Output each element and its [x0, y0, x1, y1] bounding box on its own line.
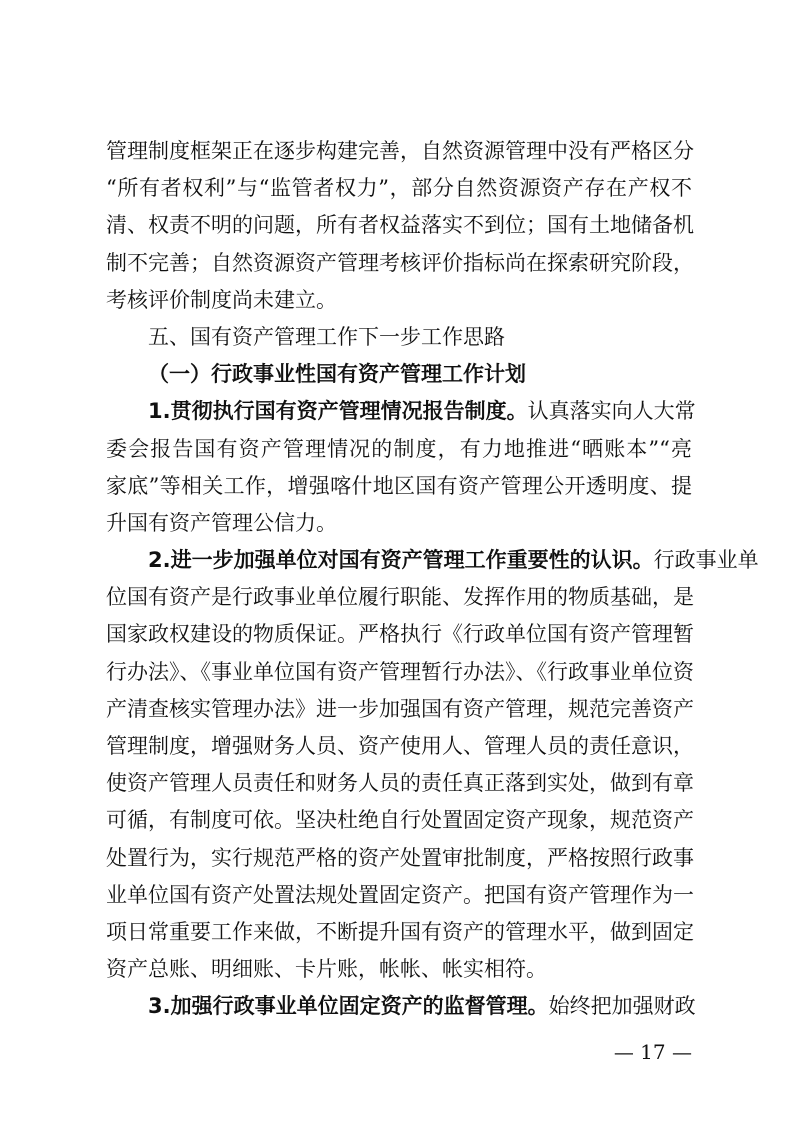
text-line: “所有者权利”与“监管者权力”，部分自然资源资产存在产权不 [106, 176, 692, 201]
text-line: 考核评价制度尚未建立。 [106, 287, 337, 312]
text-line: 清、权责不明的问题，所有者权益落实不到位；国有土地储备机 [106, 213, 694, 238]
item-1-title: 1.贯彻执行国有资产管理情况报告制度。 [148, 399, 528, 424]
text-line: 资产总账、明细账、卡片账，帐帐、帐实相符。 [106, 957, 547, 982]
section-heading: 五、国有资产管理工作下一步工作思路 [148, 324, 505, 349]
item-2-text: 行政事业单 [653, 548, 759, 573]
text-line: 管理制度框架正在逐步构建完善，自然资源管理中没有严格区分 [106, 139, 694, 163]
text-line: 产清查核实管理办法》进一步加强国有资产管理，规范完善资产 [106, 696, 694, 721]
text-line: 国家政权建设的物质保证。严格执行《行政单位国有资产管理暂 [106, 622, 694, 647]
text-line: 行办法》、《事业单位国有资产管理暂行办法》、《行政事业单位资 [106, 659, 694, 684]
text-line: 业单位国有资产处置法规处置固定资产。把国有资产管理作为一 [106, 882, 694, 907]
page-number: — 17 — [613, 1040, 692, 1064]
item-2-first-line [106, 542, 759, 579]
item-2-title: 2.进一步加强单位对国有资产管理工作重要性的认识。 [148, 548, 654, 573]
item-1-first-line [106, 393, 696, 430]
item-1-text: 认真落实向人大常 [527, 399, 696, 424]
text-line: 可循，有制度可依。坚决杜绝自行处置固定资产现象，规范资产 [106, 808, 694, 833]
text-line: 管理制度，增强财务人员、资产使用人、管理人员的责任意识， [106, 734, 694, 758]
item-3-title: 3.加强行政事业单位固定资产的监督管理。 [148, 994, 549, 1019]
text-line: 制不完善；自然资源资产管理考核评价指标尚在探索研究阶段， [106, 250, 694, 275]
text-line: 升国有资产管理公信力。 [106, 510, 337, 535]
text-line: 位国有资产是行政事业单位履行职能、发挥作用的物质基础，是 [106, 585, 694, 610]
body-text [106, 133, 759, 1026]
item-3-text: 始终把加强财政 [548, 994, 696, 1019]
text-line: 家底”等相关工作，增强喀什地区国有资产管理公开透明度、提 [106, 473, 692, 498]
text-line: 项日常重要工作来做，不断提升国有资产的管理水平，做到固定 [106, 919, 694, 944]
text-line: 处置行为，实行规范严格的资产处置审批制度，严格按照行政事 [106, 845, 694, 870]
text-line: 使资产管理人员责任和财务人员的责任真正落到实处，做到有章 [106, 771, 694, 796]
text-line: 委会报告国有资产管理情况的制度，有力地推进“晒账本”“亮 [106, 436, 692, 461]
subsection-heading: （一）行政事业性国有资产管理工作计划 [148, 362, 526, 387]
item-3-first-line [106, 988, 696, 1025]
